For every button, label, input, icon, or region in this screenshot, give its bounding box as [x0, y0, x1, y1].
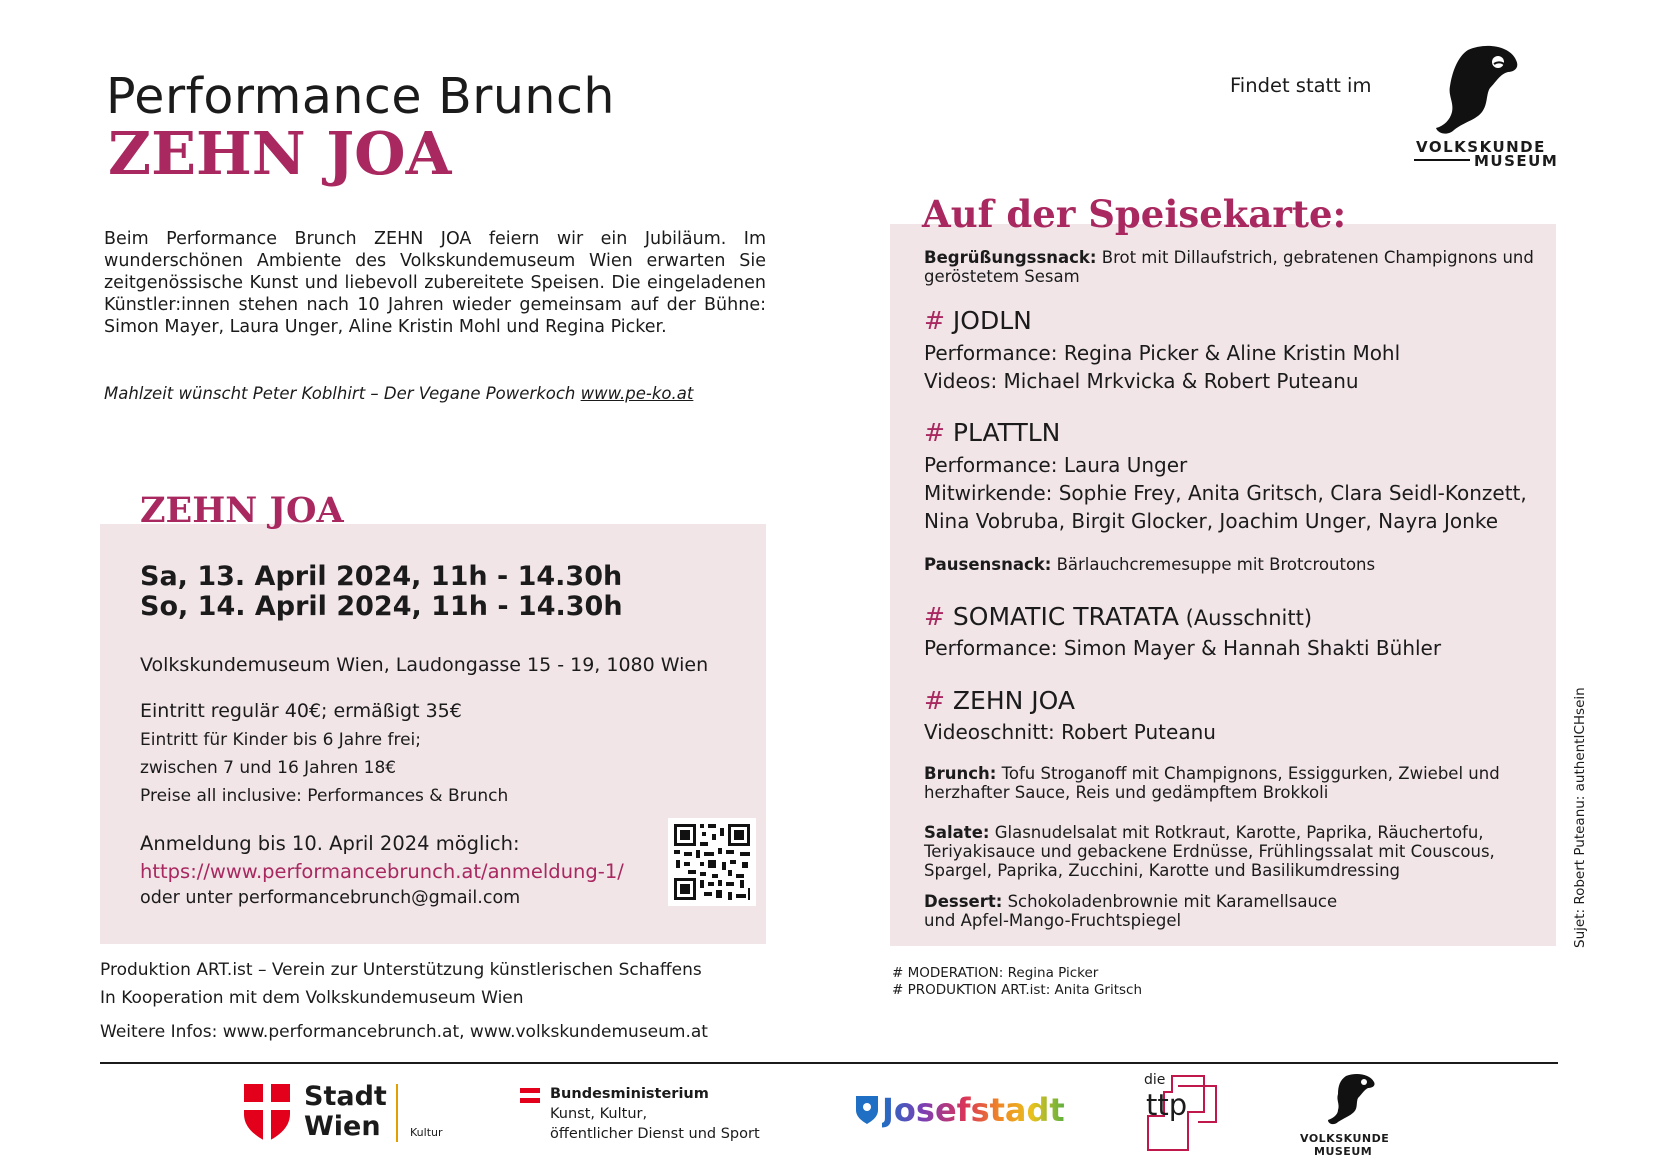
vm-line2: MUSEUM	[1314, 1145, 1373, 1158]
act-heading	[924, 306, 1032, 335]
act-detail-line: Performance: Regina Picker & Aline Kristin Mohl	[924, 341, 1401, 365]
pause-snack	[924, 555, 1544, 574]
qr-code-icon[interactable]	[668, 818, 756, 906]
act-note: (Ausschnitt)	[1178, 606, 1313, 630]
registration-label: Anmeldung bis 10. April 2024 möglich:	[140, 832, 520, 855]
ttp-small: die	[1144, 1072, 1166, 1088]
moderation-credit: # MODERATION: Regina Picker	[892, 965, 1099, 981]
dessert-text: Schokoladenbrownie mit Karamellsauce	[1002, 892, 1338, 911]
event-venue: Volkskundemuseum Wien, Laudongasse 15 - 19, 1080 Wien	[140, 654, 709, 676]
act-heading	[924, 686, 1075, 715]
registration-email[interactable]: oder unter performancebrunch@gmail.com	[140, 888, 521, 908]
event-date-sunday: So, 14. April 2024, 11h - 14.30h	[140, 591, 623, 622]
dessert-text-line2: und Apfel-Mango-Fruchtspiegel	[924, 911, 1182, 930]
wien-shield-icon	[244, 1084, 290, 1142]
salad-text: Glasnudelsalat mit Rotkraut, Karotte, Paprika, Räuchertofu, Teriyakisauce und gebackene Erdnüsse, Frühlingssalat mit Couscous, Spargel, Paprika, Zucchini, Karotte und Basilikumdressing	[924, 823, 1495, 880]
event-title: ZEHN JOA	[140, 490, 344, 531]
bm-line1: Bundesministerium	[550, 1086, 709, 1102]
act-detail-line: Nina Vobruba, Birgit Glocker, Joachim Unger, Nayra Jonke	[924, 509, 1499, 533]
act-details	[924, 634, 1544, 662]
pause-snack-label: Pausensnack:	[924, 555, 1052, 574]
welcome-snack	[924, 248, 1544, 286]
brunch-item	[924, 764, 1544, 802]
chef-website-link[interactable]: www.pe-ko.at	[580, 384, 694, 403]
wien-sub: Kultur	[410, 1126, 443, 1139]
venue-logo-line2: MUSEUM	[1474, 152, 1559, 170]
bm-line2: Kunst, Kultur,	[550, 1106, 648, 1122]
welcome-snack-text: Brot mit Dillaufstrich, gebratenen Champignons und geröstetem Sesam	[924, 248, 1534, 286]
intro-paragraph: Beim Performance Brunch ZEHN JOA feiern wir ein Jubiläum. Im wunderschönen Ambiente des Volkskundemuseum Wien erwarten Sie zeitgenössische Kunst und liebevoll zubereitete Speisen. Die eingeladenen Künstler:innen stehen nach 10 Jahren wieder gemeinsam auf der Bühne: Simon Mayer, Laura Unger, Aline Kristin Mohl und Regina Picker.	[104, 229, 766, 337]
brunch-text: Tofu Stroganoff mit Champignons, Essiggurken, Zwiebel und herzhafter Sauce, Reis und gedämpftem Brokkoli	[924, 764, 1500, 802]
wien-line1: Stadt	[304, 1081, 387, 1112]
volkskundemuseum-logo	[1408, 42, 1559, 180]
image-credit: Sujet: Robert Puteanu: authentICHsein	[1572, 687, 1588, 948]
act-details	[924, 339, 1544, 395]
act-name: PLATTLN	[952, 418, 1061, 447]
act-heading	[924, 602, 1312, 631]
act-detail-line: Performance: Laura Unger	[924, 453, 1188, 477]
act-name: JODLN	[952, 306, 1032, 335]
more-info-line: Weitere Infos: www.performancebrunch.at, www.volkskundemuseum.at	[100, 1022, 708, 1042]
act-details	[924, 451, 1544, 535]
page-title: Performance Brunch	[106, 68, 615, 125]
act-name: SOMATIC TRATATA	[952, 602, 1179, 631]
vm-line1: VOLKSKUNDE	[1300, 1132, 1390, 1145]
closing-text: Mahlzeit wünscht Peter Koblhirt – Der Vegane Powerkoch	[104, 384, 581, 403]
bundesministerium-logo[interactable]	[520, 1086, 790, 1150]
hash-icon: #	[924, 418, 945, 447]
josefstadt-logo[interactable]	[856, 1090, 1066, 1134]
dessert-item	[924, 892, 1544, 930]
production-credits	[100, 956, 702, 1012]
salad-item	[924, 823, 1544, 880]
footer-divider	[100, 1062, 1558, 1064]
act-details	[924, 718, 1544, 746]
price-teens: zwischen 7 und 16 Jahren 18€	[140, 758, 397, 778]
museum-bird-icon	[1320, 1072, 1390, 1130]
act-name: ZEHN JOA	[952, 686, 1075, 715]
brunch-label: Brunch:	[924, 764, 997, 783]
hash-icon: #	[924, 306, 945, 335]
event-date-saturday: Sa, 13. April 2024, 11h - 14.30h	[140, 561, 623, 592]
ttp-big: ttp	[1146, 1088, 1188, 1122]
venue-logo-rule	[1414, 159, 1470, 161]
venue-note: Findet statt im	[1230, 74, 1372, 97]
josefstadt-crest-icon	[856, 1096, 878, 1124]
ttp-logo[interactable]	[1142, 1072, 1226, 1156]
cooperation-line: In Kooperation mit dem Volkskundemuseum Wien	[100, 988, 524, 1008]
venue-logo-line1: VOLKSKUNDE	[1416, 138, 1546, 156]
welcome-snack-label: Begrüßungssnack:	[924, 248, 1097, 267]
act-detail-line: Videoschnitt: Robert Puteanu	[924, 720, 1216, 744]
austria-flag-icon	[520, 1088, 540, 1104]
page-subtitle: ZEHN JOA	[108, 119, 452, 188]
pause-snack-text: Bärlauchcremesuppe mit Brotcroutons	[1051, 555, 1376, 574]
menu-title: Auf der Speisekarte:	[922, 192, 1347, 236]
bm-line3: öffentlicher Dienst und Sport	[550, 1126, 760, 1142]
production-line: Produktion ART.ist – Verein zur Unterstützung künstlerischen Schaffens	[100, 960, 702, 980]
act-detail-line: Mitwirkende: Sophie Frey, Anita Gritsch, Clara Seidl-Konzett,	[924, 481, 1527, 505]
act-detail-line: Performance: Simon Mayer & Hannah Shakti Bühler	[924, 636, 1442, 660]
josefstadt-wordmark: Josefstadt	[882, 1091, 1065, 1129]
price-inclusive-note: Preise all inclusive: Performances & Brunch	[140, 786, 509, 806]
volkskundemuseum-footer-logo[interactable]	[1300, 1072, 1400, 1160]
wien-separator	[396, 1084, 398, 1142]
salad-label: Salate:	[924, 823, 990, 842]
price-kids: Eintritt für Kinder bis 6 Jahre frei;	[140, 730, 421, 750]
act-heading	[924, 418, 1060, 447]
stadt-wien-logo[interactable]	[244, 1082, 454, 1146]
closing-line	[104, 384, 693, 403]
production-credit: # PRODUKTION ART.ist: Anita Gritsch	[892, 982, 1143, 998]
hash-icon: #	[924, 686, 945, 715]
registration-link[interactable]: https://www.performancebrunch.at/anmeldung-1/	[140, 860, 624, 883]
dessert-label: Dessert:	[924, 892, 1003, 911]
act-detail-line: Videos: Michael Mrkvicka & Robert Puteanu	[924, 369, 1359, 393]
hash-icon: #	[924, 602, 945, 631]
price-regular: Eintritt regulär 40€; ermäßigt 35€	[140, 700, 462, 722]
wien-line2: Wien	[304, 1111, 381, 1142]
staff-credits	[892, 965, 1142, 999]
